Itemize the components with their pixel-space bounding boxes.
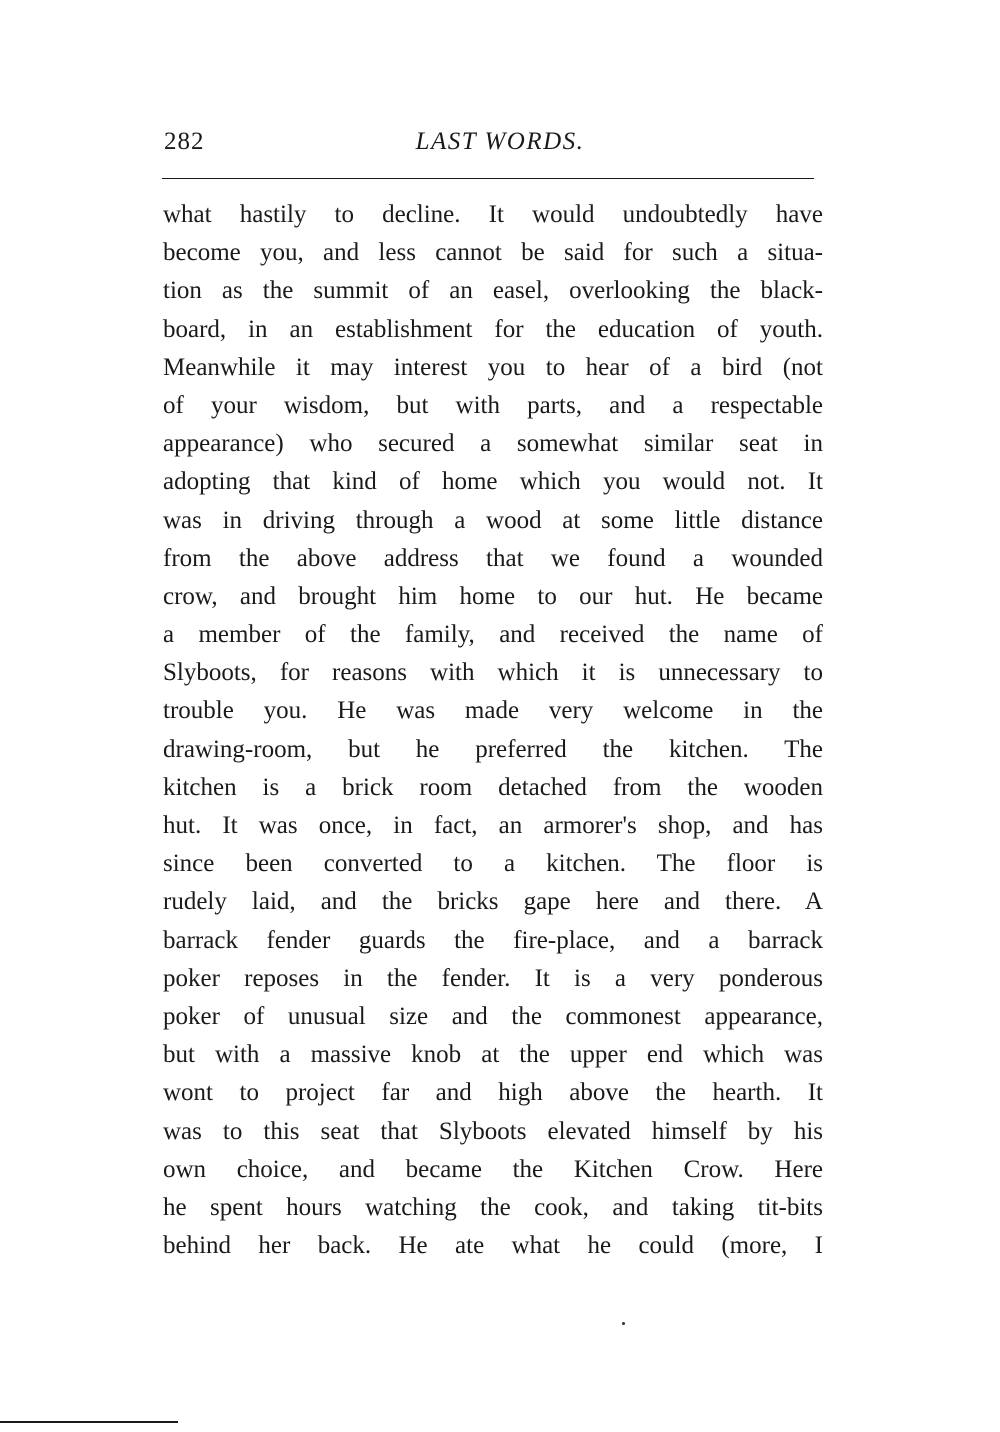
text-line: drawing-room, but he preferred the kitchen. The [163, 735, 823, 763]
text-line: hut. It was once, in fact, an armorer's shop, and has [163, 812, 823, 839]
text-line: poker reposes in the fender. It is a very ponderous [163, 964, 823, 992]
text-line: become you, and less cannot be said for such a situa- [163, 239, 823, 267]
text-line: appearance) who secured a somewhat similar seat in [163, 430, 823, 458]
text-line: Meanwhile it may interest you to hear of a bird (not [163, 353, 823, 381]
text-line: kitchen is a brick room detached from the wooden [163, 773, 823, 801]
text-line: behind her back. He ate what he could (more, I [163, 1232, 823, 1260]
text-line: own choice, and became the Kitchen Crow. Here [163, 1155, 823, 1183]
text-line: tion as the summit of an easel, overlooking the black- [163, 277, 823, 305]
running-title: LAST WORDS. [415, 128, 585, 155]
page-number: 282 [164, 128, 205, 155]
text-line: wont to project far and high above the hearth. It [163, 1079, 823, 1107]
footer-rule [0, 1421, 178, 1423]
text-line: a member of the family, and received the name of [163, 621, 823, 649]
text-line: adopting that kind of home which you would not. It [163, 468, 823, 496]
text-line: what hastily to decline. It would undoubtedly have [163, 201, 823, 228]
text-line: crow, and brought him home to our hut. He became [163, 582, 823, 610]
header-rule [162, 178, 814, 179]
text-line: but with a massive knob at the upper end which was [163, 1041, 823, 1069]
body-text [163, 196, 823, 1265]
text-line: rudely laid, and the bricks gape here and there. A [163, 888, 823, 916]
ink-speck [622, 1322, 625, 1325]
text-line: was in driving through a wood at some little distance [163, 506, 823, 534]
text-line: of your wisdom, but with parts, and a respectable [163, 391, 823, 419]
text-line: board, in an establishment for the education of youth. [163, 315, 823, 343]
text-line: poker of unusual size and the commonest appearance, [163, 1002, 823, 1030]
text-line: since been converted to a kitchen. The floor is [163, 850, 823, 878]
text-line: was to this seat that Slyboots elevated himself by his [163, 1117, 823, 1145]
text-line: from the above address that we found a wounded [163, 544, 823, 572]
text-line: he spent hours watching the cook, and taking tit-bits [163, 1193, 823, 1221]
text-line: Slyboots, for reasons with which it is unnecessary to [163, 659, 823, 687]
text-line: trouble you. He was made very welcome in the [163, 697, 823, 725]
text-line: barrack fender guards the fire-place, and a barrack [163, 926, 823, 954]
